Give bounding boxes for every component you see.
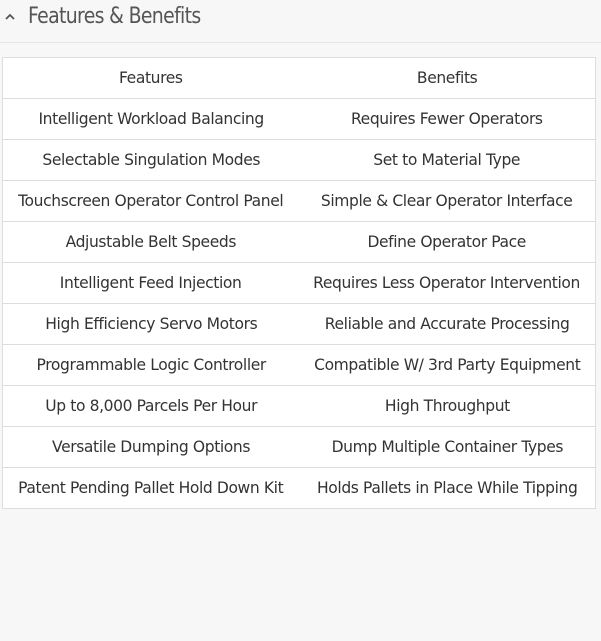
benefit-cell: Reliable and Accurate Processing bbox=[299, 304, 595, 345]
table-row bbox=[3, 222, 595, 263]
feature-cell: Programmable Logic Controller bbox=[3, 345, 299, 386]
feature-cell: Intelligent Feed Injection bbox=[3, 263, 299, 304]
table-row bbox=[3, 140, 595, 181]
benefit-cell: Simple & Clear Operator Interface bbox=[299, 181, 595, 222]
benefit-cell: Holds Pallets in Place While Tipping bbox=[299, 468, 595, 509]
section-title: Features & Benefits bbox=[28, 4, 201, 29]
feature-cell: Selectable Singulation Modes bbox=[3, 140, 299, 181]
features-benefits-table bbox=[2, 57, 596, 509]
benefit-cell: Compatible W/ 3rd Party Equipment bbox=[299, 345, 595, 386]
table-row bbox=[3, 427, 595, 468]
column-header-features: Features bbox=[119, 68, 183, 87]
benefit-cell: Define Operator Pace bbox=[299, 222, 595, 263]
table-row bbox=[3, 181, 595, 222]
feature-cell: Patent Pending Pallet Hold Down Kit bbox=[3, 468, 299, 509]
table-row bbox=[3, 468, 595, 509]
benefit-cell: Requires Fewer Operators bbox=[299, 99, 595, 140]
feature-cell: Touchscreen Operator Control Panel bbox=[3, 181, 299, 222]
feature-cell: Intelligent Workload Balancing bbox=[3, 99, 299, 140]
benefit-cell: Requires Less Operator Intervention bbox=[299, 263, 595, 304]
benefit-cell: Dump Multiple Container Types bbox=[299, 427, 595, 468]
table-row bbox=[3, 345, 595, 386]
table-header-row bbox=[3, 58, 595, 99]
column-header-benefits: Benefits bbox=[416, 68, 478, 87]
table-row bbox=[3, 304, 595, 345]
chevron-up-icon[interactable] bbox=[3, 10, 19, 26]
table-row bbox=[3, 386, 595, 427]
table-row bbox=[3, 99, 595, 140]
accordion-header[interactable] bbox=[0, 0, 601, 43]
benefit-cell: Set to Material Type bbox=[299, 140, 595, 181]
feature-cell: Versatile Dumping Options bbox=[3, 427, 299, 468]
table-row bbox=[3, 263, 595, 304]
feature-cell: Adjustable Belt Speeds bbox=[3, 222, 299, 263]
benefit-cell: High Throughput bbox=[299, 386, 595, 427]
feature-cell: Up to 8,000 Parcels Per Hour bbox=[3, 386, 299, 427]
feature-cell: High Efficiency Servo Motors bbox=[3, 304, 299, 345]
